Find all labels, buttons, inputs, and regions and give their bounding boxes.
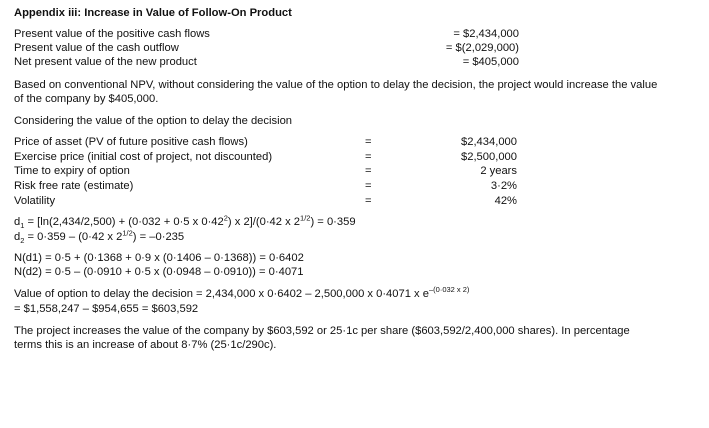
input-eq-exercise: = [365, 151, 372, 163]
considering-option-text: Considering the value of the option to delay the decision [14, 115, 293, 127]
npv-value-positive: = $2,434,000 [453, 28, 519, 40]
input-label-riskfree: Risk free rate (estimate) [14, 180, 134, 192]
input-eq-volatility: = [365, 195, 372, 207]
input-label-time: Time to expiry of option [14, 165, 130, 177]
input-eq-riskfree: = [365, 180, 372, 192]
option-value-formula: Value of option to delay the decision = 2,434,000 x 0·6402 – 2,500,000 x 0·4071 x $e^{-(0\cdot 032 x 2)}$ [14, 285, 470, 300]
input-label-price: Price of asset (PV of future positive cash flows) [14, 136, 248, 148]
nd2-formula: N(d2) = 0·5 – (0·0910 + 0·5 x (0·0948 – 0·0910)) = 0·4071 [14, 266, 304, 278]
input-label-exercise: Exercise price (initial cost of project, not discounted) [14, 151, 273, 163]
input-value-price: $2,434,000 [461, 136, 517, 148]
conventional-npv-line-1: Based on conventional NPV, without considering the value of the option to delay the decision, the project would increase the value [14, 79, 658, 91]
input-value-exercise: $2,500,000 [461, 151, 517, 163]
d2-formula: $d_2 = 0\cdot 359 - (0\cdot 42$ x $2^{1/2}) = -0\cdot 235$ [14, 228, 185, 246]
option-value-result: = $1,558,247 – $954,655 = $603,592 [14, 303, 199, 315]
appendix-heading: Appendix iii: Increase in Value of Follow-On Product [14, 7, 292, 19]
input-label-volatility: Volatility [14, 195, 56, 207]
exponent: –(0·032 x 2) [428, 285, 470, 294]
npv-label-outflow: Present value of the cash outflow [14, 42, 179, 54]
input-eq-price: = [365, 136, 372, 148]
npv-value-outflow: = $(2,029,000) [445, 42, 519, 54]
input-eq-time: = [365, 165, 372, 177]
conclusion-line-2: terms this is an increase of about 8·7% (25·1c/290c). [14, 339, 277, 351]
nd1-formula: N(d1) = 0·5 + (0·1368 + 0·9 x (0·1406 – 0·1368)) = 0·6402 [14, 252, 304, 264]
npv-label-positive: Present value of the positive cash flows [14, 28, 210, 40]
npv-label-net: Net present value of the new product [14, 56, 197, 68]
conventional-npv-line-2: of the company by $405,000. [14, 93, 159, 105]
d1-formula: $d_1 = [\ln(2,434/2,500) + (0\cdot 032 + 0\cdot 5$ x $0\cdot 42^2$) x 2]/(0·42 x $2^{1/2}) = 0\cdot 359$ [14, 213, 356, 231]
npv-value-net: = $405,000 [462, 56, 519, 68]
input-value-time: 2 years [480, 165, 517, 177]
input-value-volatility: 42% [494, 195, 517, 207]
conclusion-line-1: The project increases the value of the company by $603,592 or 25·1c per share ($603,592/2,400,000 shares). In percentage [14, 325, 630, 337]
input-value-riskfree: 3·2% [490, 180, 517, 192]
